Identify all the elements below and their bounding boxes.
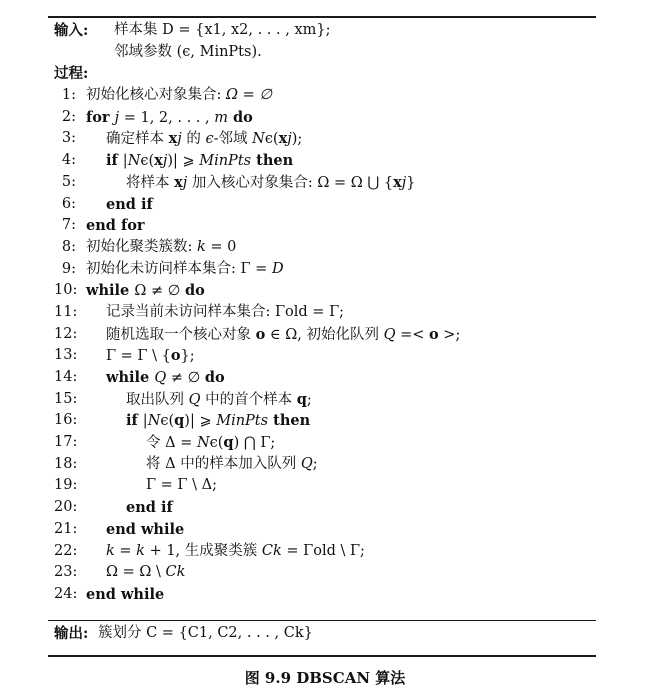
text-segment: 将 Δ 中的样本加入队列 — [146, 455, 301, 472]
math-vector: o — [170, 347, 181, 365]
text-segment: )| ⩾ — [184, 413, 217, 430]
line-number: 2: — [61, 108, 76, 125]
text-segment: }; — [180, 348, 195, 365]
line-content — [86, 237, 236, 259]
line-content — [146, 432, 275, 455]
line-number: 20: — [54, 499, 78, 516]
input-label: 输入: — [54, 22, 89, 39]
algorithm-line — [48, 107, 596, 129]
math-symbol: j — [177, 131, 182, 148]
figure-caption: 图 9.9 DBSCAN 算法 — [244, 669, 406, 687]
line-number: 1: — [61, 87, 76, 104]
algorithm-line — [48, 172, 596, 194]
algorithm-line — [48, 584, 596, 606]
text-segment: >; — [438, 326, 461, 343]
text-segment: ≠ ∅ — [166, 370, 205, 386]
keyword: while — [86, 282, 135, 300]
line-number: 22: — [54, 542, 78, 559]
algorithm-line — [48, 389, 596, 411]
line-number: 9: — [61, 260, 76, 277]
text-segment: =< — [395, 326, 430, 343]
text-segment: 中的首个样本 — [200, 391, 297, 408]
line-number: 5: — [61, 173, 76, 190]
line-content — [126, 410, 310, 433]
keyword: then — [268, 412, 311, 430]
bottom-rule — [48, 655, 596, 657]
text-segment: 初始化聚类簇数: — [86, 238, 197, 255]
text-segment: | — [142, 413, 148, 430]
math-symbol: N — [127, 153, 141, 170]
algorithm-line — [48, 410, 596, 432]
text-segment: ; — [306, 391, 312, 408]
text-segment: Ω ≠ ∅ — [134, 283, 185, 300]
math-symbol: j — [401, 174, 407, 191]
algorithm-line — [48, 497, 596, 519]
text-segment: 记录当前未访问样本集合: Γold = Γ; — [106, 303, 345, 320]
math-vector: o — [429, 325, 439, 343]
algorithm-line — [48, 541, 596, 563]
math-symbol: j — [162, 153, 168, 170]
algorithm-line — [48, 562, 596, 584]
input-line — [48, 20, 596, 42]
text-segment: = — [114, 542, 137, 559]
keyword: end while — [106, 520, 185, 538]
math-symbol: MinPts — [216, 413, 269, 430]
line-number: 10: — [54, 282, 78, 299]
top-rule — [48, 16, 596, 18]
text-segment: 初始化未访问样本集合: Γ = — [86, 260, 272, 277]
algorithm-line — [48, 215, 596, 237]
keyword: while — [106, 369, 155, 386]
text-segment: ϵ( — [160, 413, 175, 430]
line-content — [86, 107, 253, 130]
math-symbol: N — [196, 435, 210, 452]
math-symbol: Q — [383, 326, 396, 343]
output-line — [48, 623, 596, 645]
math-symbol: Q — [154, 370, 167, 386]
text-segment: ; — [312, 455, 318, 472]
text-segment: 随机选取一个核心对象 — [106, 326, 256, 343]
line-number: 11: — [54, 303, 78, 320]
line-number: 23: — [54, 564, 78, 581]
math-vector: q — [174, 412, 185, 430]
line-number: 7: — [61, 217, 76, 234]
algorithm-box — [48, 20, 596, 606]
math-symbol: Q — [188, 391, 201, 408]
keyword: end if — [126, 499, 173, 517]
keyword: end for — [86, 217, 145, 235]
line-content — [86, 280, 205, 303]
keyword: do — [228, 108, 253, 126]
output-box — [48, 623, 596, 645]
math-symbol: D — [271, 260, 284, 277]
math-symbol: Ω = ∅ — [226, 87, 273, 104]
text-segment: } — [406, 174, 416, 191]
algorithm-line — [48, 367, 596, 389]
math-vector: x — [168, 130, 178, 148]
math-symbol: MinPts — [199, 153, 252, 170]
text-segment: = 1, 2, . . . , — [119, 109, 215, 126]
math-vector: x — [154, 152, 163, 170]
line-content — [106, 128, 302, 151]
math-symbol: k — [106, 542, 115, 559]
line-content — [86, 584, 164, 607]
text-segment: 将样本 — [126, 174, 175, 191]
text-segment: 的 — [181, 131, 206, 148]
text-segment: 令 Δ = — [146, 435, 197, 452]
math-symbol: Q — [300, 455, 313, 472]
line-content — [106, 324, 460, 347]
input-line-2 — [48, 42, 596, 64]
algorithm-line — [48, 237, 596, 259]
math-symbol: j — [114, 109, 120, 126]
line-number: 15: — [54, 390, 78, 407]
line-content — [86, 85, 272, 107]
line-content — [106, 519, 184, 542]
line-content — [106, 562, 185, 584]
line-content — [146, 454, 318, 476]
line-number: 18: — [54, 455, 78, 472]
line-number: 4: — [61, 152, 76, 169]
process-label: 过程: — [54, 65, 89, 83]
math-symbol: k — [136, 542, 145, 559]
line-number: 8: — [61, 238, 76, 255]
algorithm-steps — [48, 85, 596, 606]
keyword: then — [251, 152, 294, 170]
line-number: 19: — [54, 477, 78, 494]
line-content — [146, 475, 217, 497]
algorithm-line — [48, 454, 596, 476]
keyword: do — [184, 282, 205, 300]
math-vector: o — [255, 325, 266, 343]
math-vector: q — [296, 390, 307, 408]
algorithm-line — [48, 259, 596, 281]
line-content — [106, 150, 293, 173]
math-vector: q — [223, 434, 234, 452]
algorithm-line — [48, 475, 596, 497]
algorithm-line — [48, 432, 596, 454]
line-content — [126, 172, 416, 195]
line-content — [106, 541, 365, 563]
text-segment: = Γold \ Γ; — [281, 542, 365, 559]
math-symbol: m — [214, 109, 228, 126]
math-vector: x — [278, 130, 288, 148]
line-number: 16: — [54, 412, 78, 429]
algorithm-line — [48, 345, 596, 367]
text-segment: ) ⋂ Γ; — [233, 435, 276, 452]
text-segment: Ω = Ω \ — [106, 564, 166, 581]
text-segment: + 1, 生成聚类簇 — [144, 542, 262, 559]
line-number: 13: — [54, 347, 78, 364]
keyword: end if — [106, 195, 153, 213]
text-segment: ϵ( — [209, 435, 224, 452]
output-text: 簇划分 C = {C1, C2, . . . , Ck} — [98, 625, 313, 641]
algorithm-line — [48, 194, 596, 216]
algorithm-line — [48, 280, 596, 302]
output-label: 输出: — [54, 625, 89, 642]
algorithm-line — [48, 128, 596, 150]
text-segment: Γ = Γ \ Δ; — [146, 477, 217, 494]
line-number: 12: — [54, 325, 78, 342]
text-segment: = 0 — [205, 238, 237, 255]
line-content — [126, 389, 312, 412]
math-vector: x — [174, 173, 183, 191]
line-number: 6: — [61, 195, 76, 212]
text-segment: 确定样本 — [106, 131, 169, 148]
input-text: 样本集 D = {x1, x2, . . . , xm}; — [114, 22, 331, 38]
keyword: if — [126, 412, 143, 430]
algorithm-line — [48, 302, 596, 324]
line-content — [126, 497, 173, 520]
text-segment: ϵ( — [264, 131, 279, 148]
text-segment: ϵ( — [140, 153, 155, 170]
math-symbol: Ck — [261, 542, 282, 559]
algorithm-line — [48, 519, 596, 541]
math-symbol: k — [197, 238, 206, 255]
line-content — [86, 259, 284, 281]
text-segment: | — [122, 153, 128, 170]
math-symbol: j — [287, 131, 292, 148]
line-content — [106, 302, 344, 324]
text-segment: Γ = Γ \ { — [106, 348, 171, 365]
text-segment: -邻域 — [213, 131, 253, 148]
process-header — [48, 63, 596, 85]
input-text-2: 邻域参数 (ϵ, MinPts). — [114, 43, 262, 60]
math-symbol: j — [182, 174, 188, 191]
line-number: 3: — [61, 130, 76, 147]
text-segment: )| ⩾ — [167, 153, 200, 170]
middle-rule — [48, 620, 596, 621]
line-number: 24: — [54, 585, 78, 602]
algorithm-line — [48, 85, 596, 107]
text-segment: 加入核心对象集合: Ω = Ω ⋃ { — [187, 174, 394, 191]
line-number: 14: — [54, 369, 78, 385]
line-content — [106, 194, 153, 217]
math-symbol: ϵ — [205, 131, 214, 148]
algorithm-line — [48, 324, 596, 346]
line-content — [106, 345, 195, 368]
line-number: 17: — [54, 434, 78, 451]
keyword: if — [106, 152, 123, 170]
line-number: 21: — [54, 520, 78, 537]
line-content — [86, 215, 145, 238]
text-segment: ∈ Ω, 初始化队列 — [265, 326, 384, 343]
math-symbol: N — [147, 413, 161, 430]
math-symbol: Ck — [165, 564, 186, 581]
math-vector: x — [393, 173, 402, 191]
keyword: for — [86, 108, 115, 126]
math-symbol: N — [252, 131, 265, 148]
algorithm-line — [48, 150, 596, 172]
text-segment: 初始化核心对象集合: — [86, 87, 226, 104]
text-segment: 取出队列 — [126, 391, 189, 408]
keyword: do — [204, 369, 225, 386]
text-segment: ); — [291, 131, 303, 148]
keyword: end while — [86, 585, 165, 603]
line-content — [106, 367, 225, 390]
